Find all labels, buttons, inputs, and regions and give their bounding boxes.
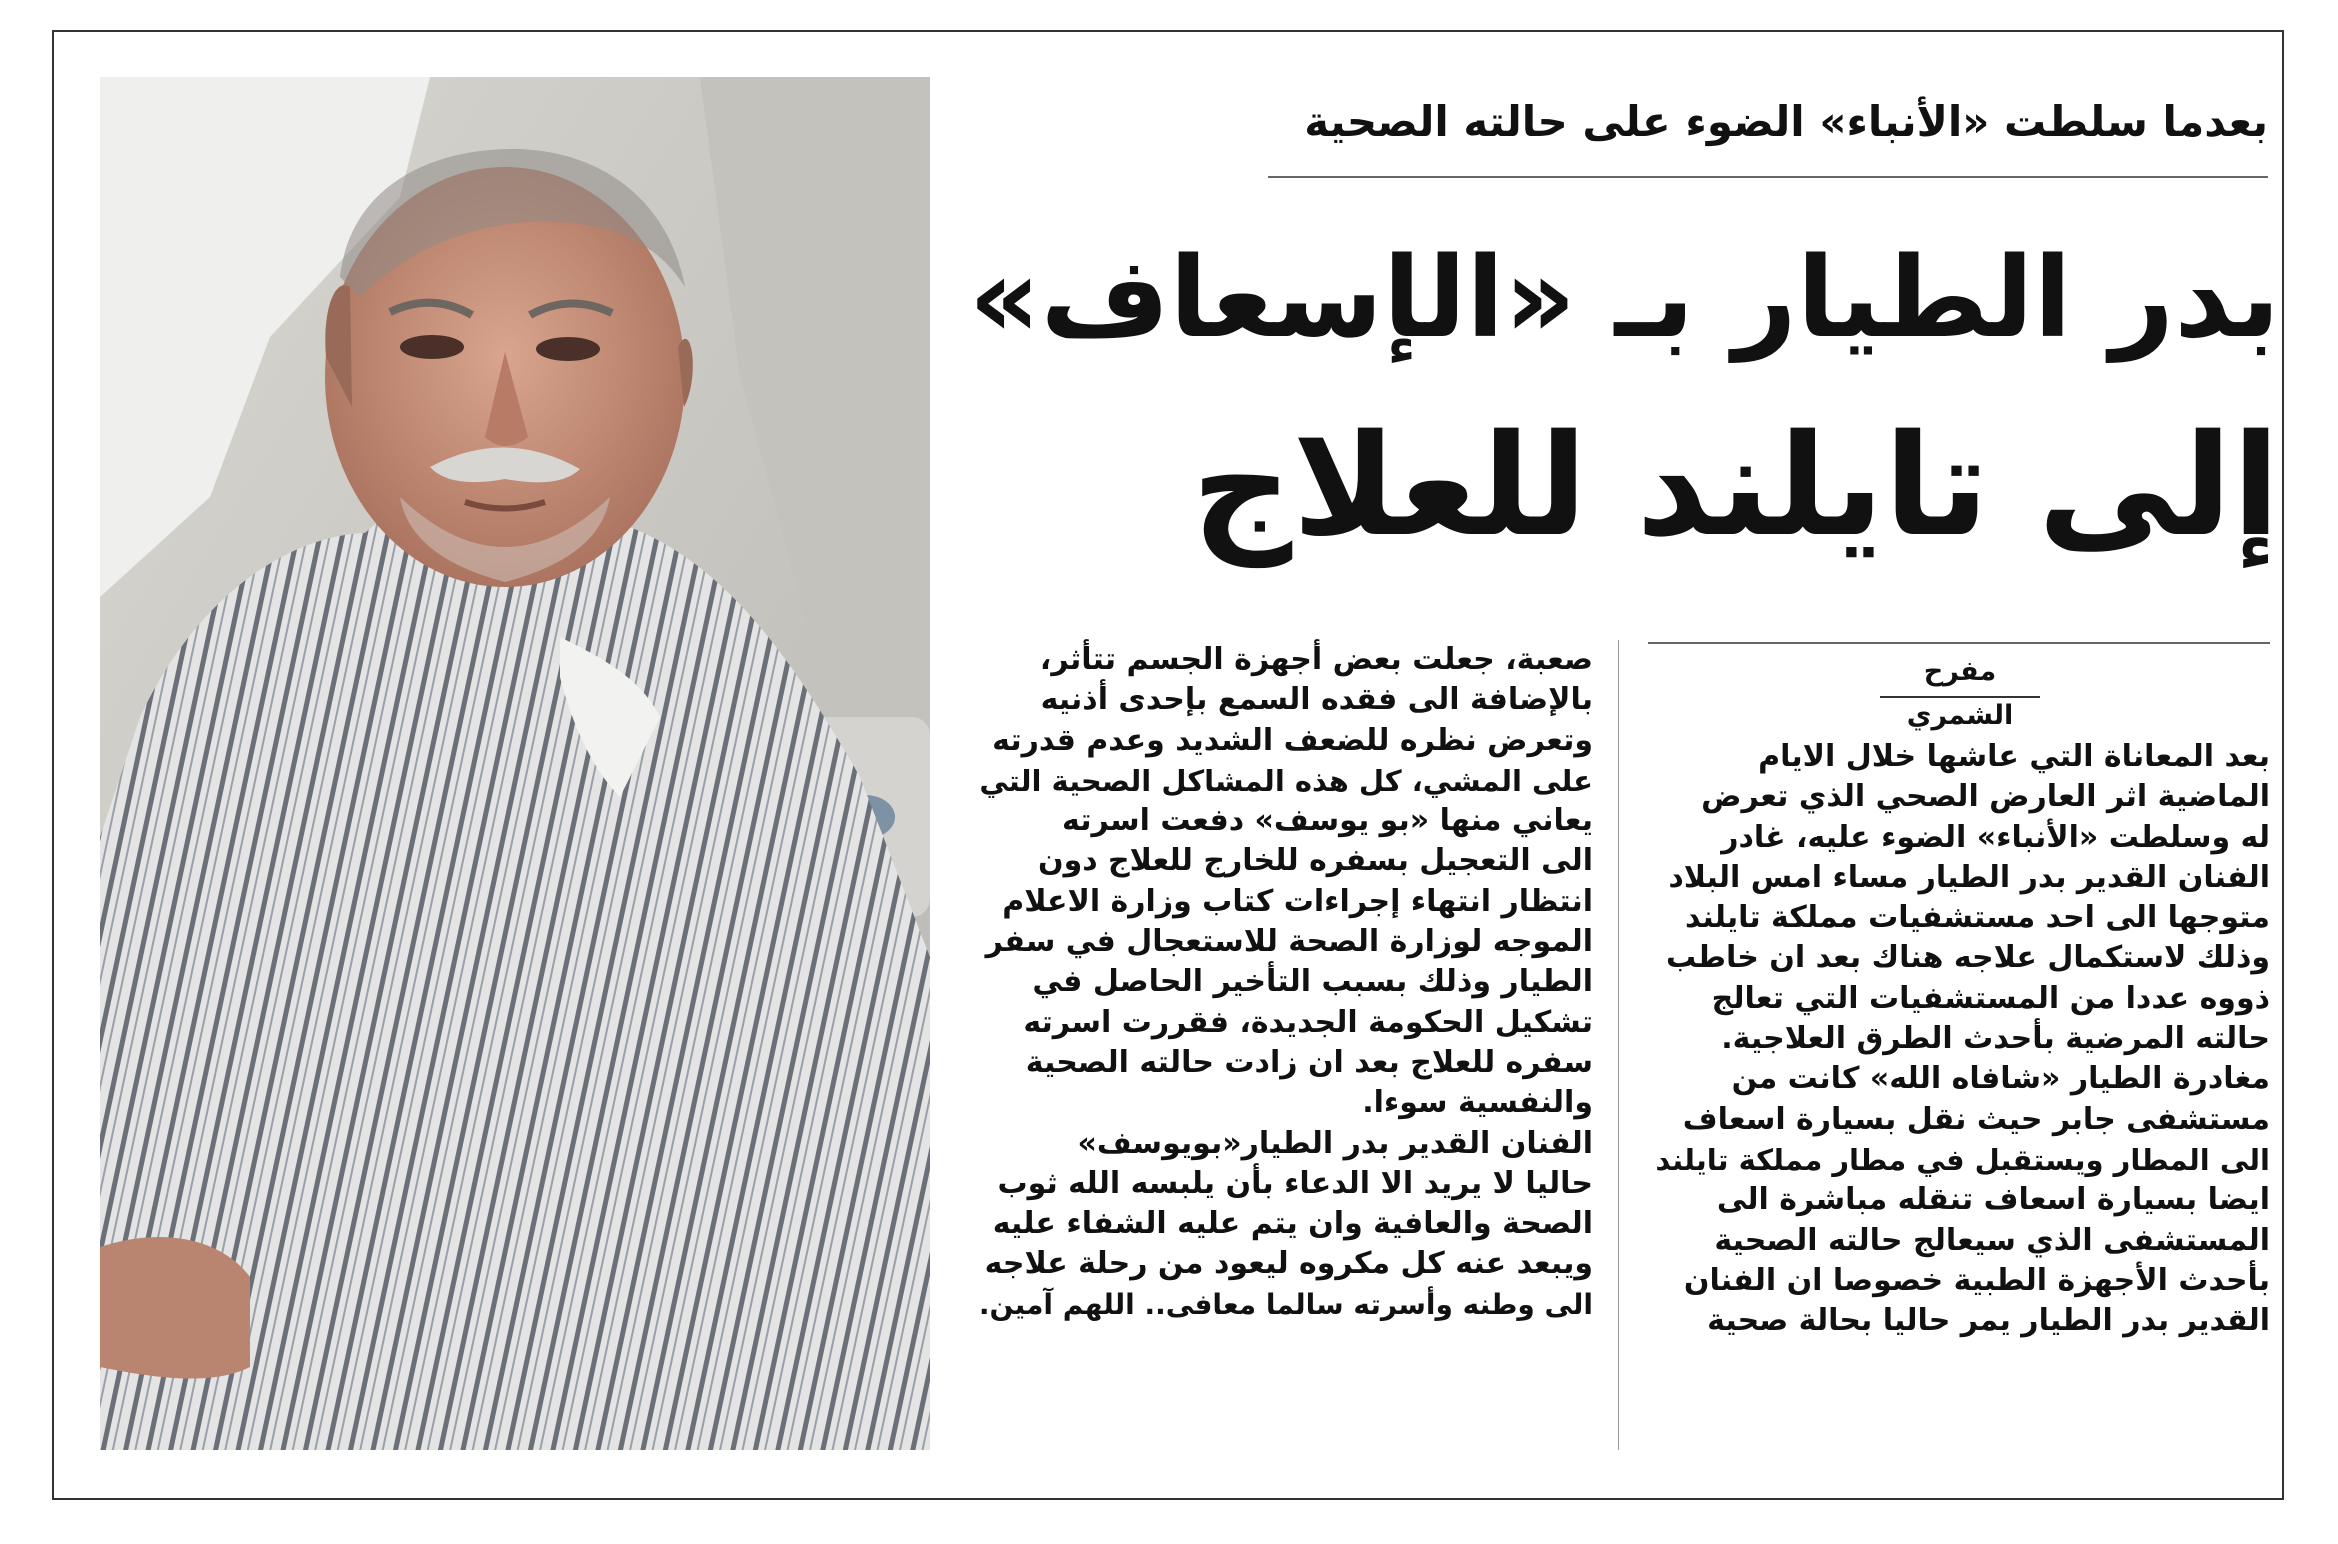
article-column-right: [1648, 737, 2270, 1341]
article-text-line: بالإضافة الى فقده السمع بإحدى أذنيه: [1040, 682, 1593, 718]
article-text-line: مغادرة الطيار «شافاه الله» كانت من: [1731, 1061, 2270, 1097]
article-text-line: صعبة، جعلت بعض أجهزة الجسم تتأثر،: [1039, 642, 1593, 677]
article-kicker: بعدما سلطت «الأنباء» الضوء على حالته الصحية: [1304, 97, 2268, 146]
article-text-line: انتظار انتهاء إجراءات كتاب وزارة الاعلام: [1002, 883, 1593, 919]
article-text-line: الى المطار ويستقبل في مطار مملكة تايلند: [1655, 1142, 2270, 1177]
article-text-line: على المشي، كل هذه المشاكل الصحية التي: [979, 763, 1593, 798]
article-text-line: ويبعد عنه كل مكروه ليعود من رحلة علاجه: [984, 1246, 1593, 1282]
article-text-line: يعاني منها «بو يوسف» دفعت اسرته: [1062, 803, 1593, 839]
article-text-line: ذووه عددا من المستشفيات التي تعالج: [1711, 980, 2270, 1016]
article-text-line: وتعرض نظره للضعف الشديد وعدم قدرته: [992, 722, 1593, 758]
article-text-line: سفره للعلاج بعد ان زادت حالته الصحية: [1025, 1044, 1593, 1080]
article-headline: [960, 205, 2280, 595]
article-text-line: متوجها الى احد مستشفيات مملكة تايلند: [1685, 900, 2270, 936]
kicker-divider: [1268, 176, 2268, 178]
headline-line-1: بدر الطيار بـ «الإسعاف»: [968, 234, 2280, 363]
article-text-line: والنفسية سوءا.: [1362, 1085, 1593, 1121]
article-text-line: الى وطنه وأسرته سالما معافى.. اللهم آمين.: [978, 1287, 1593, 1321]
article-text-line: بأحدث الأجهزة الطبية خصوصا ان الفنان: [1683, 1262, 2270, 1298]
article-text-line: الماضية اثر العارض الصحي الذي تعرض: [1701, 779, 2270, 815]
article-text-line: الى التعجيل بسفره للخارج للعلاج دون: [1037, 843, 1593, 879]
article-text-line: القدير بدر الطيار يمر حاليا بحالة صحية: [1707, 1303, 2270, 1339]
column-divider: [1618, 640, 1619, 1450]
article-text-line: الفنان القدير بدر الطيار«بويوسف»: [1077, 1125, 1593, 1161]
byline-divider: [1648, 642, 2270, 644]
byline-underline: [1880, 696, 2040, 698]
article-text-line: الموجه لوزارة الصحة للاستعجال في سفر: [985, 924, 1593, 960]
article-text-line: وذلك لاستكمال علاجه هناك بعد ان خاطب: [1665, 940, 2270, 976]
article-text-line: له وسلطت «الأنباء» الضوء عليه، غادر: [1721, 819, 2270, 855]
article-text-line: مستشفى جابر حيث نقل بسيارة اسعاف: [1682, 1101, 2270, 1137]
article-photo: [100, 77, 930, 1450]
article-text-line: الطيار وذلك بسبب التأخير الحاصل في: [1032, 964, 1593, 1000]
article-byline: مفرح الشمري: [1906, 656, 2014, 731]
article-text-line: حالته المرضية بأحدث الطرق العلاجية.: [1721, 1021, 2270, 1057]
article-text-line: ايضا بسيارة اسعاف تنقله مباشرة الى: [1716, 1182, 2270, 1218]
article-text-line: بعد المعاناة التي عاشها خلال الايام: [1758, 739, 2270, 774]
article-text-line: حاليا لا يريد الا الدعاء بأن يلبسه الله ثوب: [997, 1165, 1593, 1201]
article-column-left: [965, 640, 1593, 1325]
article-text-line: الصحة والعافية وان يتم عليه الشفاء عليه: [992, 1206, 1593, 1242]
article-text-line: الفنان القدير بدر الطيار مساء امس البلاد: [1668, 859, 2270, 895]
headline-line-2: إلى تايلند للعلاج: [1191, 405, 2280, 568]
article-text-line: المستشفى الذي سيعالج حالته الصحية: [1714, 1222, 2270, 1258]
article-text-line: تشكيل الحكومة الجديدة، فقررت اسرته: [1023, 1004, 1593, 1040]
